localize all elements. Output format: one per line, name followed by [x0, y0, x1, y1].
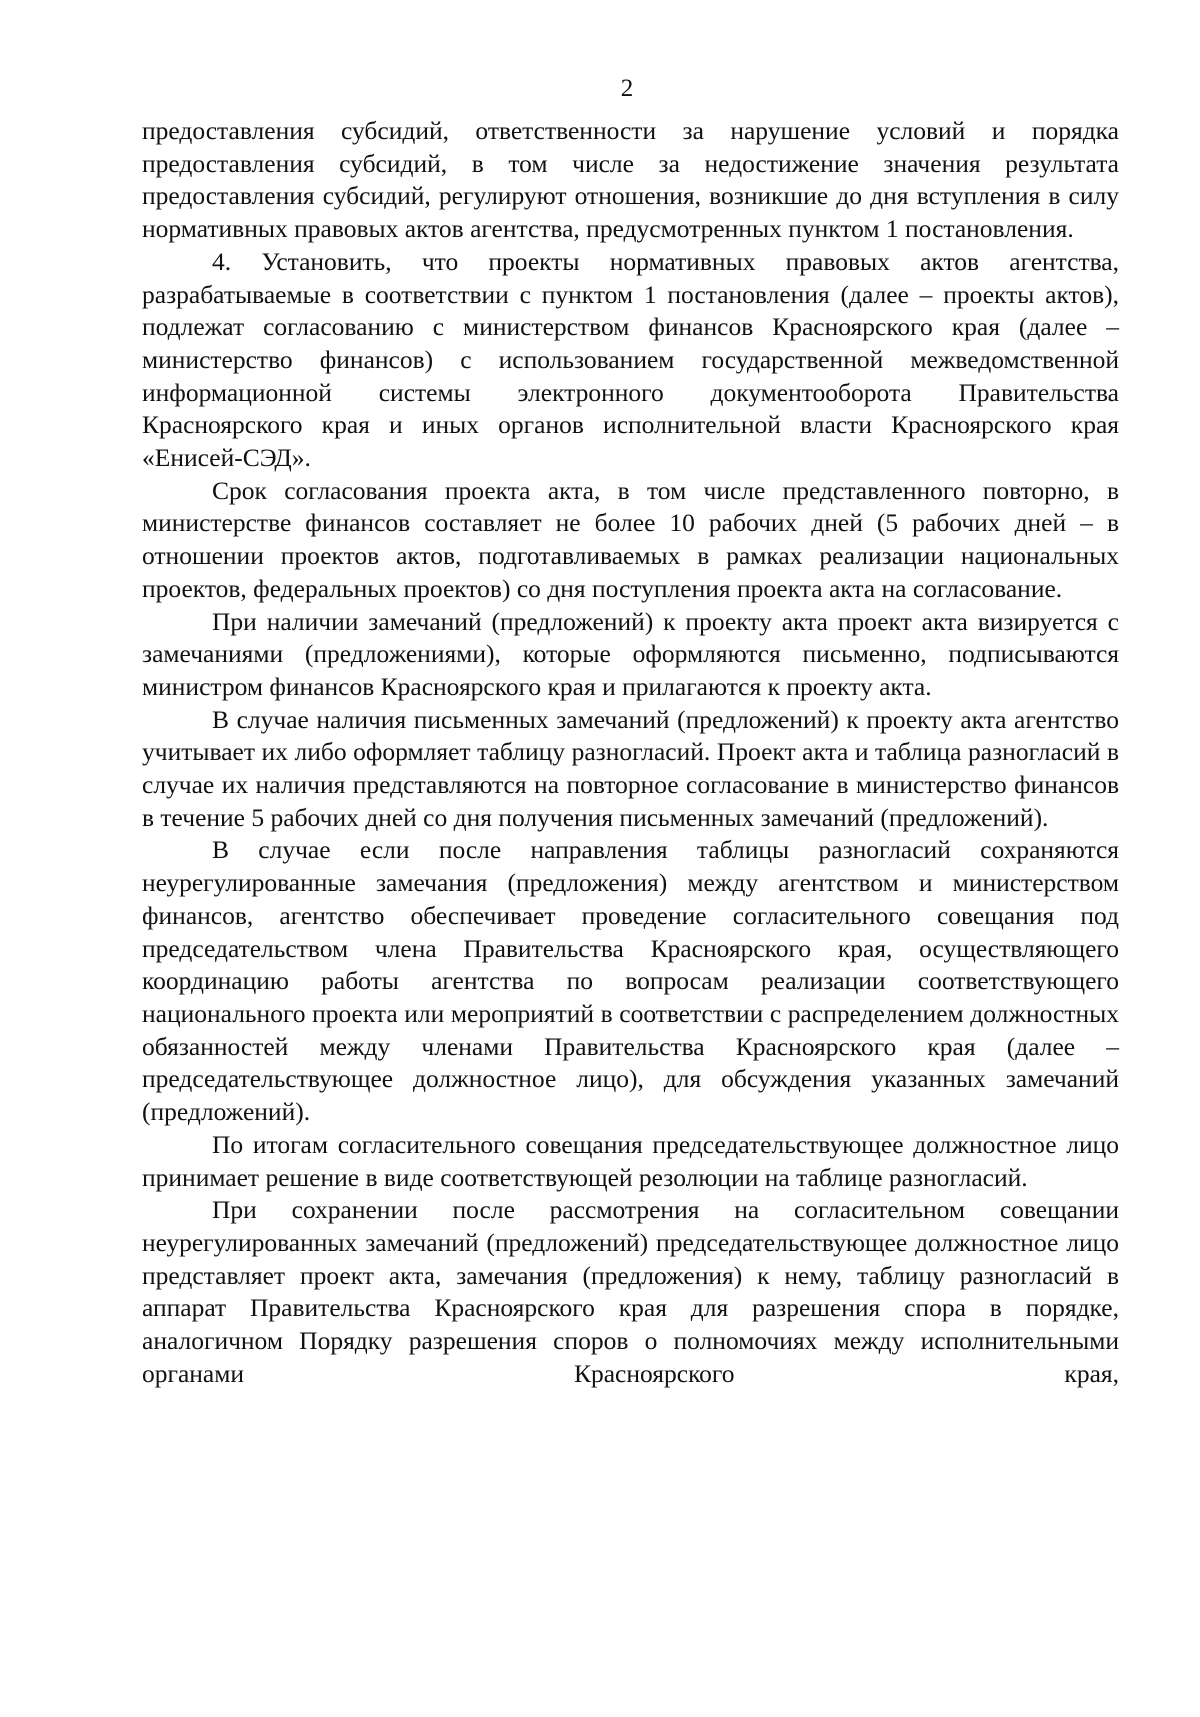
paragraph-7: По итогам согласительного совещания председательствующее должностное лицо принимает решение в виде соответствующей резолюции на таблице разногласий. [142, 1129, 1119, 1192]
paragraph-6: В случае если после направления таблицы разногласий сохраняются неурегулированные замечания (предложения) между агентством и министерством финансов, агентство обеспечивает проведение согласительного совещания под председательством члена Правительства Красноярского края, осуществляющего координацию работы агентства по вопросам реализации соответствующего национального проекта или мероприятий в соответствии с распределением должностных обязанностей между членами Правительства Красноярского края (далее – председательствующее должностное лицо), для обсуждения указанных замечаний (предложений). [142, 835, 1119, 1127]
paragraph-5: В случае наличия письменных замечаний (предложений) к проекту акта агентство учитывает их либо оформляет таблицу разногласий. Проект акта и таблица разногласий в случае их наличия представляются на повторное согласование в министерство финансов в течение 5 рабочих дней со дня получения письменных замечаний (предложений). [142, 704, 1119, 832]
paragraph-1: предоставления субсидий, ответственности за нарушение условий и порядка предоставления субсидий, в том числе за недостижение значения результата предоставления субсидий, регулируют отношения, возникшие до дня вступления в силу нормативных правовых актов агентства, предусмотренных пунктом 1 постановления. [142, 116, 1119, 244]
document-body [142, 115, 1119, 1390]
paragraph-8: При сохранении после рассмотрения на согласительном совещании неурегулированных замечаний (предложений) председательствующее должностное лицо представляет проект акта, замечания (предложения) к нему, таблицу разногласий в аппарат Правительства Красноярского края для разрешения спора в порядке, аналогичном Порядку разрешения споров о полномочиях между исполнительными органами Красноярского края, [142, 1195, 1119, 1388]
paragraph-2: 4. Установить, что проекты нормативных правовых актов агентства, разрабатываемые в соответствии с пунктом 1 постановления (далее – проекты актов), подлежат согласованию с министерством финансов Красноярского края (далее – министерство финансов) с использованием государственной межведомственной информационной системы электронного документооборота Правительства Красноярского края и иных органов исполнительной власти Красноярского края «Енисей-СЭД». [142, 246, 1119, 473]
page-number: 2 [620, 75, 634, 102]
paragraph-4: При наличии замечаний (предложений) к проекту акта проект акта визируется с замечаниями (предложениями), которые оформляются письменно, подписываются министром финансов Красноярского края и прилагаются к проекту акта. [142, 606, 1119, 701]
paragraph-3: Срок согласования проекта акта, в том числе представленного повторно, в министерстве финансов составляет не более 10 рабочих дней (5 рабочих дней – в отношении проектов актов, подготавливаемых в рамках реализации национальных проектов, федеральных проектов) со дня поступления проекта акта на согласование. [142, 475, 1119, 603]
